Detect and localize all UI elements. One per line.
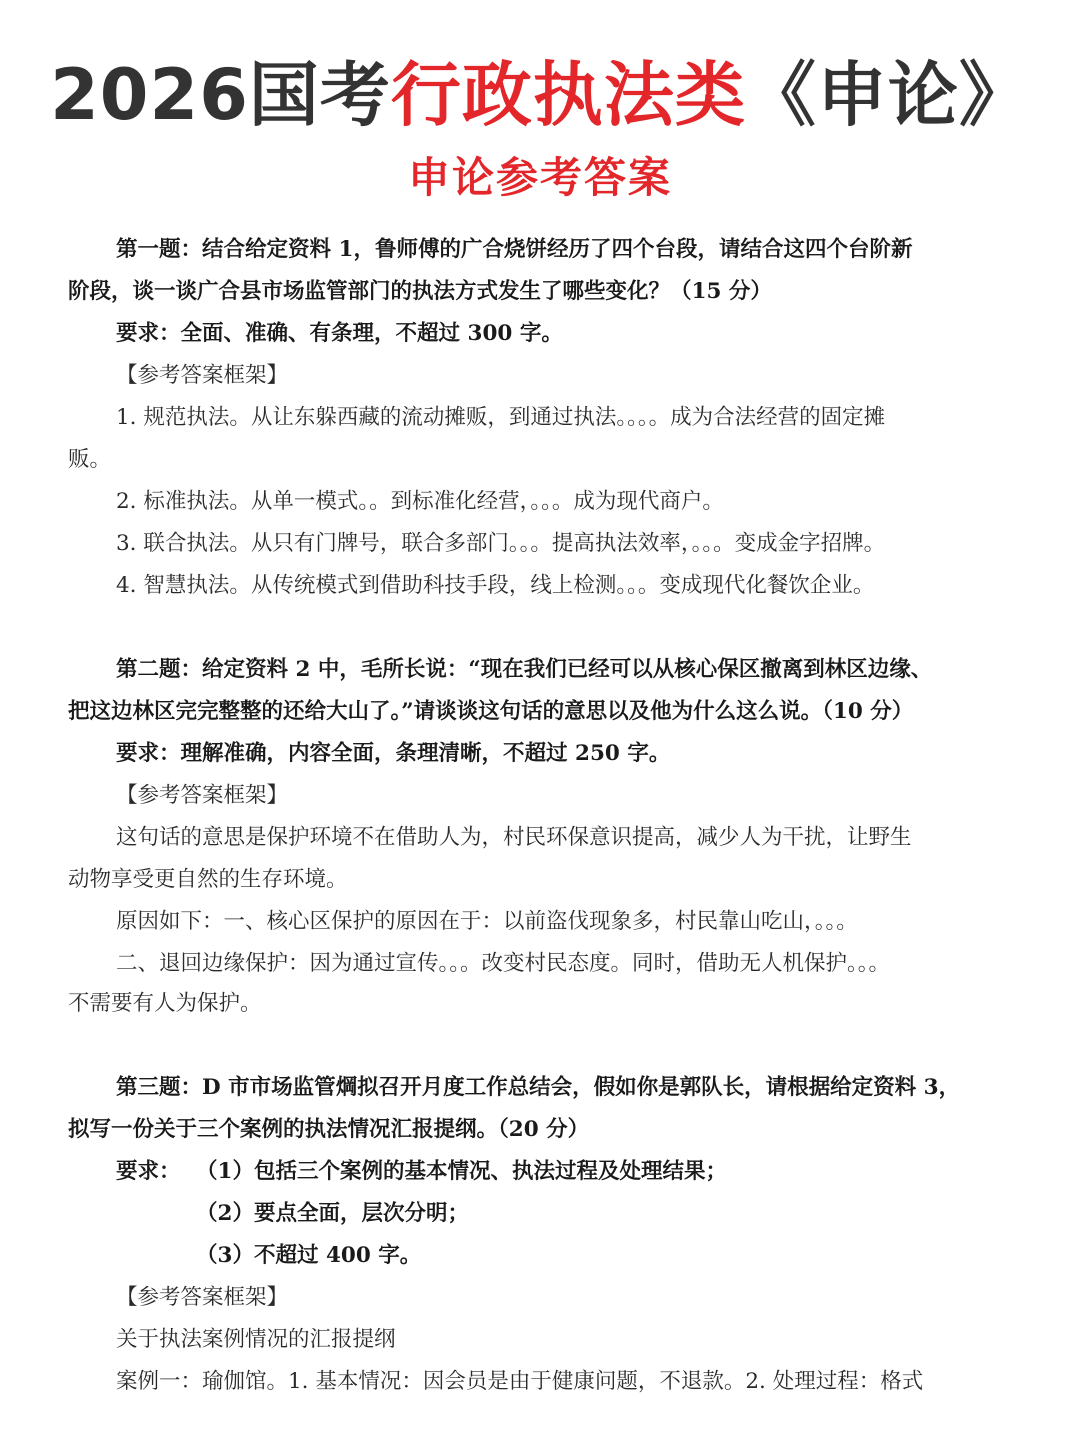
q3-answer-line: 案例一：瑜伽馆。1. 基本情况：因会员是由于健康问题，不退款。2. 处理过程：格式 xyxy=(116,1369,924,1394)
q2-answer-line: 不需要有人为保护。 xyxy=(68,991,262,1016)
q2-answer-line: 原因如下：一、核心区保护的原因在于：以前盗伐现象多，村民靠山吃山，。。。 xyxy=(116,909,858,934)
q1-question-line: 第一题：结合给定资料 1，鲁师傅的广合烧饼经历了四个台段，请结合这四个台阶新 xyxy=(116,237,913,262)
title-year: 2026国考 xyxy=(50,54,391,136)
q3-requirement-item: （3）不超过 400 字。 xyxy=(196,1243,422,1268)
q1-answer-line: 1. 规范执法。从让东躲西藏的流动摊贩，到通过执法。。。。成为合法经营的固定摊 xyxy=(116,405,886,430)
q1-answer-line: 4. 智慧执法。从传统模式到借助科技手段，线上检测。。。变成现代化餐饮企业。 xyxy=(116,573,875,598)
q2-question-line: 第二题：给定资料 2 中，毛所长说：“现在我们已经可以从核心保区撤离到林区边缘、 xyxy=(116,657,933,682)
q2-question-line: 把这边林区完完整整的还给大山了。”请谈谈这句话的意思以及他为什么这么说。（10 分） xyxy=(68,699,914,724)
q3-answer-line: 关于执法案例情况的汇报提纲 xyxy=(116,1327,396,1352)
q2-answer-line: 这句话的意思是保护环境不在借助人为，村民环保意识提高，减少人为干扰，让野生 xyxy=(116,825,912,850)
title-subject: 《申论》 xyxy=(745,54,1030,136)
q3-question-line: 拟写一份关于三个案例的执法情况汇报提纲。（20 分） xyxy=(68,1117,590,1142)
q1-answer-line: 3. 联合执法。从只有门牌号，联合多部门。。。提高执法效率，。。。变成金字招牌。 xyxy=(116,531,886,556)
document-subtitle: 申论参考答案 xyxy=(407,153,672,202)
q3-requirement-item: （2）要点全面，层次分明； xyxy=(196,1201,469,1226)
q2-answer-line: 二、退回边缘保护：因为通过宣传。。。改变村民态度。同时，借助无人机保护。。。 xyxy=(116,951,891,976)
q3-question-line: 第三题：D 市市场监管焵拟召开月度工作总结会，假如你是郭队长，请根据给定资料 3， xyxy=(116,1075,961,1100)
document-title xyxy=(0,52,1080,138)
q2-answer-line: 动物享受更自然的生存环境。 xyxy=(68,867,348,892)
q3-requirement-item: （1）包括三个案例的基本情况、执法过程及处理结果； xyxy=(196,1159,727,1184)
q2-requirement: 要求：理解准确，内容全面，条理清晰，不超过 250 字。 xyxy=(116,741,671,766)
q3-requirement-label: 要求： xyxy=(116,1159,181,1184)
q1-framework-label: 【参考答案框架】 xyxy=(116,363,289,388)
q1-requirement: 要求：全面、准确、有条理，不超过 300 字。 xyxy=(116,321,563,346)
q1-answer-line: 贩。 xyxy=(68,447,112,472)
q1-question-line: 阶段，谈一谈广合县市场监管部门的执法方式发生了哪些变化？（15 分） xyxy=(68,279,772,304)
title-category: 行政执法类 xyxy=(390,54,746,136)
q1-answer-line: 2. 标准执法。从单一模式。。到标准化经营，。。。成为现代商户。 xyxy=(116,489,724,514)
q2-framework-label: 【参考答案框架】 xyxy=(116,783,289,808)
q3-framework-label: 【参考答案框架】 xyxy=(116,1285,289,1310)
